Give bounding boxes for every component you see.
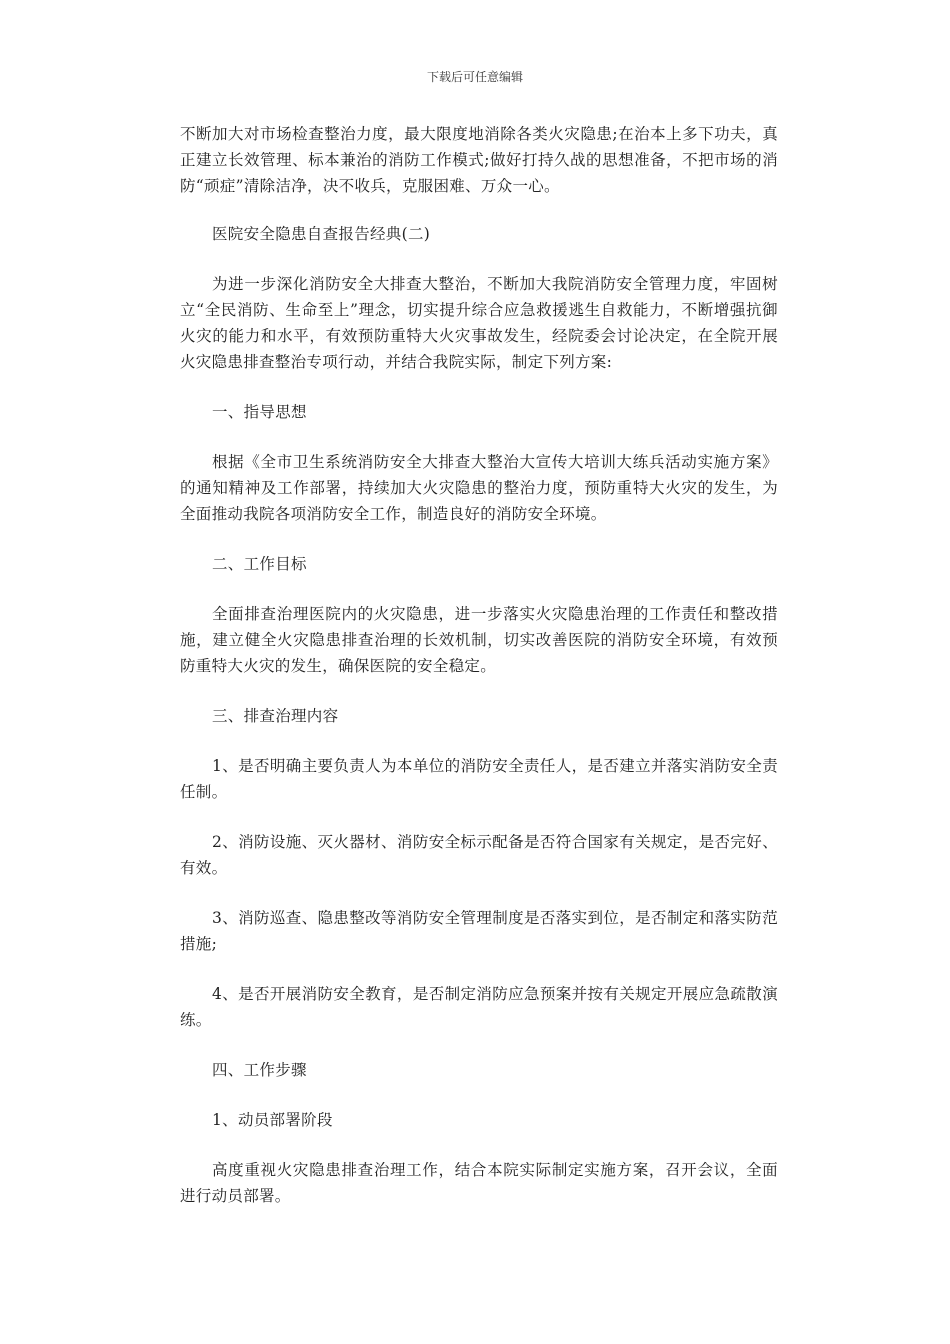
list-item-2: 2、消防设施、灭火器材、消防安全标示配备是否符合国家有关规定，是否完好、有效。	[180, 833, 778, 877]
paragraph-guiding-ideology: 根据《全市卫生系统消防安全大排查大整治大宣传大培训大练兵活动实施方案》的通知精神及工作部署，持续加大火灾隐患的整治力度，预防重特大火灾的发生，为全面推动我院各项消防安全工作，制造良好的消防安全环境。	[180, 453, 778, 523]
heading-work-goals: 二、工作目标	[212, 555, 307, 573]
list-item-3: 3、消防巡查、隐患整改等消防安全管理制度是否落实到位，是否制定和落实防范措施;	[180, 909, 778, 953]
list-item-1: 1、是否明确主要负责人为本单位的消防安全责任人，是否建立并落实消防安全责任制。	[180, 757, 778, 801]
list-item-4: 4、是否开展消防安全教育，是否制定消防应急预案并按有关规定开展应急疏散演练。	[180, 985, 778, 1029]
header-note: 下载后可任意编辑	[426, 70, 523, 84]
paragraph-intro-continued: 不断加大对市场检查整治力度，最大限度地消除各类火灾隐患;在治本上多下功夫，真正建立长效管理、标本兼治的消防工作模式;做好打持久战的思想准备，不把市场的消防“顽症”清除洁净，决不收兵，克服困难、万众一心。	[180, 125, 778, 195]
paragraph-purpose: 为进一步深化消防安全大排查大整治，不断加大我院消防安全管理力度，牢固树立“全民消防、生命至上”理念，切实提升综合应急救援逃生自救能力，不断增强抗御火灾的能力和水平，有效预防重特大火灾事故发生，经院委会讨论决定，在全院开展火灾隐患排查整治专项行动，并结合我院实际，制定下列方案:	[180, 275, 778, 371]
paragraph-work-goals: 全面排查治理医院内的火灾隐患，进一步落实火灾隐患治理的工作责任和整改措施，建立健全火灾隐患排查治理的长效机制，切实改善医院的消防安全环境，有效预防重特大火灾的发生，确保医院的安全稳定。	[180, 605, 778, 675]
section-title: 医院安全隐患自查报告经典(二)	[212, 225, 431, 243]
subheading-mobilization: 1、动员部署阶段	[212, 1111, 333, 1129]
paragraph-mobilization: 高度重视火灾隐患排查治理工作，结合本院实际制定实施方案，召开会议，全面进行动员部署。	[180, 1161, 778, 1205]
heading-inspection-content: 三、排查治理内容	[212, 707, 339, 725]
heading-guiding-ideology: 一、指导思想	[212, 403, 307, 421]
heading-work-steps: 四、工作步骤	[212, 1061, 307, 1079]
document-body	[180, 121, 778, 1209]
